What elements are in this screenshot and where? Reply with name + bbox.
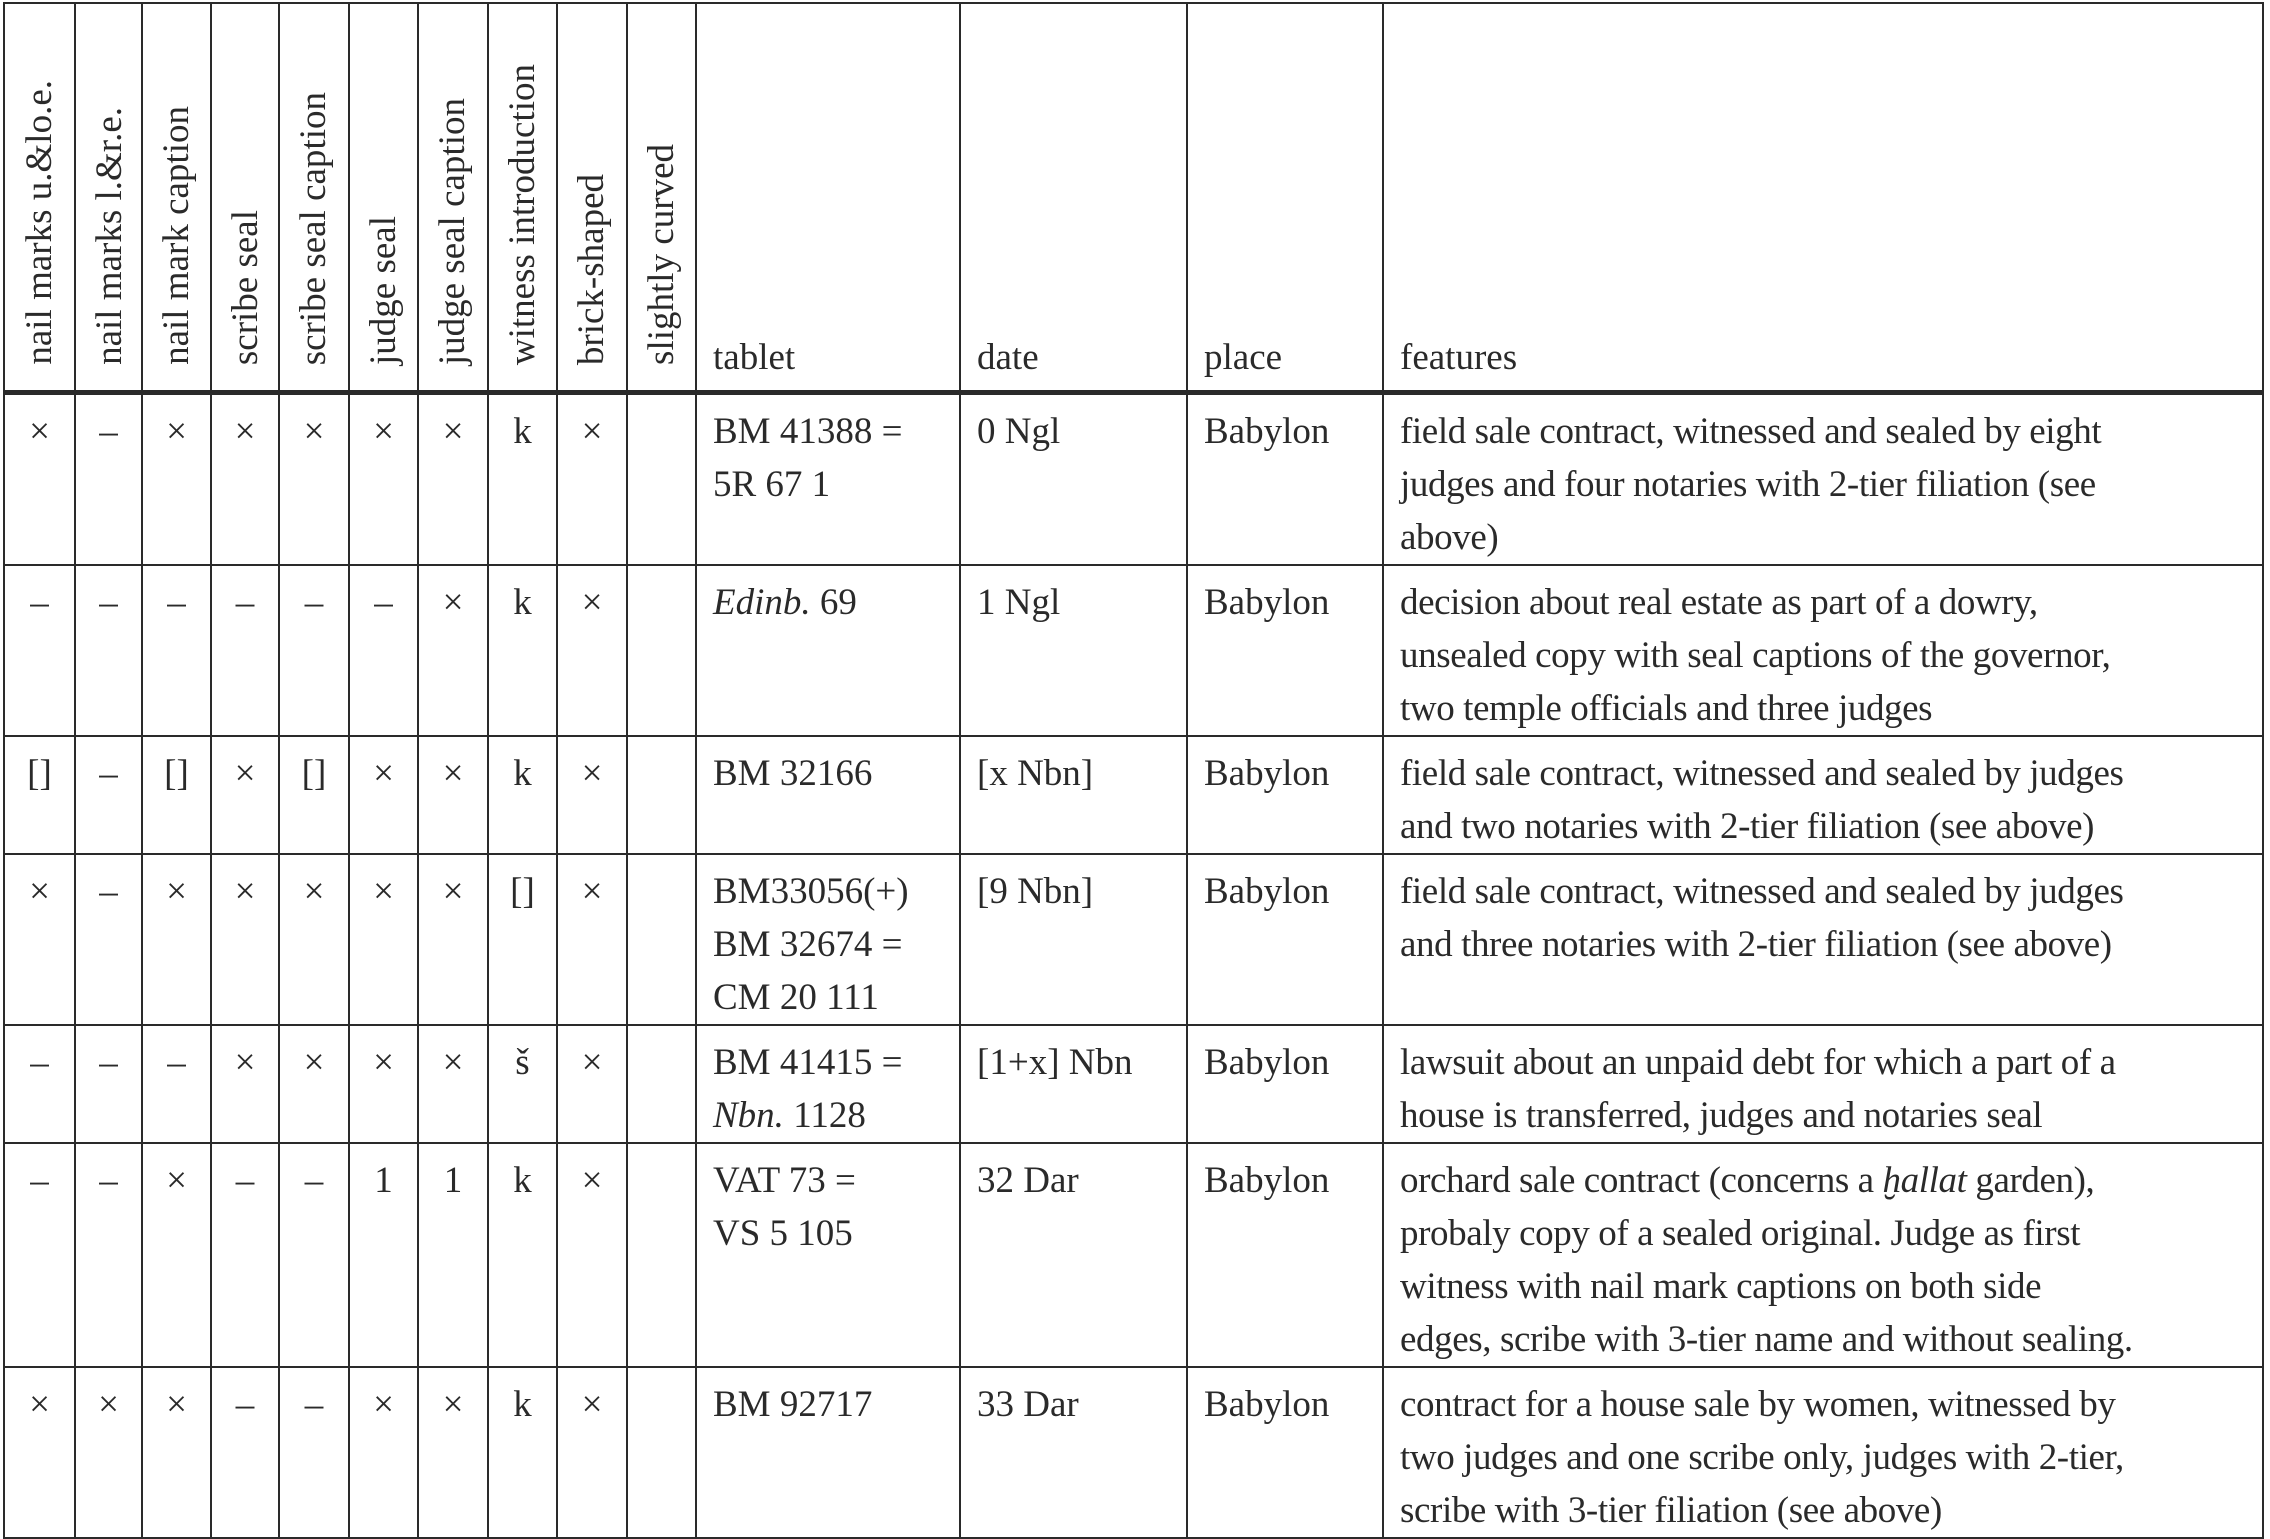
cell-place: Babylon	[1187, 1367, 1383, 1538]
header-row	[4, 3, 2263, 393]
tablet-text: BM 41388 = 5R 67 1	[713, 411, 903, 505]
features-line: above)	[1400, 517, 1499, 558]
features-line: house is transferred, judges and notaries seal	[1400, 1095, 2043, 1136]
cell-scribe-seal-caption: ×	[279, 854, 349, 1025]
cell-tablet	[696, 1025, 960, 1143]
cell-slightly-curved	[627, 1143, 696, 1367]
features-line: two temple officials and three judges	[1400, 688, 1933, 729]
cell-features	[1383, 736, 2263, 854]
tablet-italic: Nbn.	[713, 1095, 784, 1136]
cell-nail-marks-lr: –	[75, 736, 142, 854]
features-line: and three notaries with 2-tier filiation (see above)	[1400, 924, 2112, 965]
features-line: and two notaries with 2-tier filiation (see above)	[1400, 806, 2095, 847]
header-judge-seal-caption: judge seal caption	[418, 3, 488, 393]
cell-slightly-curved	[627, 854, 696, 1025]
cell-brick-shaped: ×	[557, 393, 627, 566]
cell-nail-mark-caption: ×	[142, 1367, 211, 1538]
cell-scribe-seal: ×	[211, 393, 279, 566]
cell-scribe-seal-caption: ×	[279, 393, 349, 566]
cell-tablet	[696, 1367, 960, 1538]
cell-witness-introduction: []	[488, 854, 557, 1025]
header-nail-mark-caption: nail mark caption	[142, 3, 211, 393]
cell-judge-seal: ×	[349, 854, 418, 1025]
cell-nail-mark-caption: []	[142, 736, 211, 854]
cell-nail-mark-caption: ×	[142, 393, 211, 566]
cell-judge-seal-caption: ×	[418, 393, 488, 566]
tablet-text: 69	[810, 582, 857, 623]
cell-date: 1 Ngl	[960, 565, 1187, 736]
cell-brick-shaped: ×	[557, 1367, 627, 1538]
cell-nail-marks-lr: –	[75, 1143, 142, 1367]
cell-tablet	[696, 393, 960, 566]
cell-tablet	[696, 1143, 960, 1367]
table-row	[4, 1367, 2263, 1538]
cell-features	[1383, 854, 2263, 1025]
cell-place: Babylon	[1187, 736, 1383, 854]
cell-place: Babylon	[1187, 854, 1383, 1025]
header-date: date	[960, 3, 1187, 393]
tablet-italic: Edinb.	[713, 582, 811, 623]
features-line: decision about real estate as part of a dowry,	[1400, 582, 2038, 623]
cell-judge-seal-caption: ×	[418, 1025, 488, 1143]
cell-features	[1383, 393, 2263, 566]
cell-scribe-seal: –	[211, 1367, 279, 1538]
cell-scribe-seal: ×	[211, 1025, 279, 1143]
cell-judge-seal-caption: ×	[418, 854, 488, 1025]
cell-tablet	[696, 565, 960, 736]
header-witness-introduction: witness introduction	[488, 3, 557, 393]
cell-date: 33 Dar	[960, 1367, 1187, 1538]
header-tablet: tablet	[696, 3, 960, 393]
cell-judge-seal-caption: ×	[418, 736, 488, 854]
cell-witness-introduction: k	[488, 1367, 557, 1538]
cell-judge-seal: –	[349, 565, 418, 736]
cell-nail-marks-ulo: ×	[4, 1367, 75, 1538]
cell-judge-seal: 1	[349, 1143, 418, 1367]
cell-nail-mark-caption: ×	[142, 854, 211, 1025]
cell-judge-seal: ×	[349, 393, 418, 566]
cell-judge-seal: ×	[349, 1025, 418, 1143]
cell-nail-marks-lr: –	[75, 854, 142, 1025]
features-line: contract for a house sale by women, witnessed by	[1400, 1384, 2116, 1425]
features-line: edges, scribe with 3-tier name and without sealing.	[1400, 1319, 2133, 1360]
cell-place: Babylon	[1187, 565, 1383, 736]
cell-nail-marks-ulo: –	[4, 565, 75, 736]
features-line: field sale contract, witnessed and sealed by judges	[1400, 871, 2124, 912]
cell-scribe-seal-caption: []	[279, 736, 349, 854]
cell-slightly-curved	[627, 565, 696, 736]
cell-slightly-curved	[627, 736, 696, 854]
cell-nail-marks-ulo: ×	[4, 393, 75, 566]
header-nail-marks-ulo: nail marks u.&lo.e.	[4, 3, 75, 393]
cell-tablet	[696, 854, 960, 1025]
cell-date: [1+x] Nbn	[960, 1025, 1187, 1143]
header-nail-marks-lr: nail marks l.&r.e.	[75, 3, 142, 393]
cell-witness-introduction: k	[488, 393, 557, 566]
cell-features	[1383, 1025, 2263, 1143]
cell-place: Babylon	[1187, 1143, 1383, 1367]
cell-scribe-seal-caption: –	[279, 1143, 349, 1367]
tablet-text: BM 92717	[713, 1384, 873, 1425]
cell-nail-marks-ulo: ×	[4, 854, 75, 1025]
cell-witness-introduction: k	[488, 1143, 557, 1367]
cell-slightly-curved	[627, 393, 696, 566]
cell-nail-mark-caption: ×	[142, 1143, 211, 1367]
header-slightly-curved: slightly curved	[627, 3, 696, 393]
cell-slightly-curved	[627, 1367, 696, 1538]
features-line: field sale contract, witnessed and sealed by eight	[1400, 411, 2102, 452]
features-line: probaly copy of a sealed original. Judge as first	[1400, 1213, 2081, 1254]
cell-nail-marks-lr: –	[75, 1025, 142, 1143]
features-line: two judges and one scribe only, judges with 2-tier,	[1400, 1437, 2124, 1478]
features-line: field sale contract, witnessed and sealed by judges	[1400, 753, 2124, 794]
cell-scribe-seal-caption: –	[279, 565, 349, 736]
tablet-text: BM 32166	[713, 753, 873, 794]
cell-brick-shaped: ×	[557, 1025, 627, 1143]
cell-features	[1383, 1143, 2263, 1367]
cell-date: 32 Dar	[960, 1143, 1187, 1367]
cell-judge-seal-caption: 1	[418, 1143, 488, 1367]
cell-date: 0 Ngl	[960, 393, 1187, 566]
features-line: orchard sale contract (concerns a ḫallat garden),	[1400, 1160, 2095, 1201]
features-italic: ḫallat	[1882, 1160, 1967, 1201]
cell-brick-shaped: ×	[557, 854, 627, 1025]
cell-brick-shaped: ×	[557, 736, 627, 854]
cell-witness-introduction: k	[488, 736, 557, 854]
tablet-text: VAT 73 = VS 5 105	[713, 1160, 856, 1254]
cell-witness-introduction: š	[488, 1025, 557, 1143]
table-row	[4, 854, 2263, 1025]
cell-nail-mark-caption: –	[142, 565, 211, 736]
cell-scribe-seal-caption: ×	[279, 1025, 349, 1143]
cell-judge-seal-caption: ×	[418, 565, 488, 736]
cell-date: [9 Nbn]	[960, 854, 1187, 1025]
cell-nail-marks-ulo: –	[4, 1025, 75, 1143]
cell-features	[1383, 1367, 2263, 1538]
features-line: witness with nail mark captions on both side	[1400, 1266, 2042, 1307]
features-line: scribe with 3-tier filiation (see above)	[1400, 1490, 1942, 1531]
cell-nail-marks-lr: –	[75, 393, 142, 566]
cell-nail-mark-caption: –	[142, 1025, 211, 1143]
cell-nail-marks-lr: –	[75, 565, 142, 736]
cell-scribe-seal: –	[211, 565, 279, 736]
tablet-features-table	[3, 2, 2264, 1539]
cell-nail-marks-ulo: –	[4, 1143, 75, 1367]
tablet-text: 1128	[783, 1095, 866, 1136]
cell-judge-seal: ×	[349, 736, 418, 854]
cell-judge-seal: ×	[349, 1367, 418, 1538]
cell-features	[1383, 565, 2263, 736]
cell-nail-marks-lr: ×	[75, 1367, 142, 1538]
cell-slightly-curved	[627, 1025, 696, 1143]
header-features: features	[1383, 3, 2263, 393]
tablet-text: BM33056(+) BM 32674 = CM 20 111	[713, 871, 909, 1018]
header-scribe-seal-caption: scribe seal caption	[279, 3, 349, 393]
cell-scribe-seal: ×	[211, 736, 279, 854]
cell-date: [x Nbn]	[960, 736, 1187, 854]
table-body	[4, 393, 2263, 1539]
table-row	[4, 736, 2263, 854]
features-line: unsealed copy with seal captions of the governor,	[1400, 635, 2111, 676]
cell-witness-introduction: k	[488, 565, 557, 736]
cell-judge-seal-caption: ×	[418, 1367, 488, 1538]
cell-tablet	[696, 736, 960, 854]
header-judge-seal: judge seal	[349, 3, 418, 393]
tablet-text: BM 41415 =	[713, 1042, 903, 1083]
features-line: lawsuit about an unpaid debt for which a part of a	[1400, 1042, 2116, 1083]
header-place: place	[1187, 3, 1383, 393]
header-brick-shaped: brick-shaped	[557, 3, 627, 393]
cell-scribe-seal-caption: –	[279, 1367, 349, 1538]
cell-nail-marks-ulo: []	[4, 736, 75, 854]
cell-brick-shaped: ×	[557, 565, 627, 736]
cell-brick-shaped: ×	[557, 1143, 627, 1367]
table-row	[4, 393, 2263, 566]
cell-place: Babylon	[1187, 393, 1383, 566]
table-row	[4, 1025, 2263, 1143]
cell-scribe-seal: –	[211, 1143, 279, 1367]
cell-place: Babylon	[1187, 1025, 1383, 1143]
features-line: judges and four notaries with 2-tier filiation (see	[1400, 464, 2096, 505]
cell-scribe-seal: ×	[211, 854, 279, 1025]
table-row	[4, 1143, 2263, 1367]
table-row	[4, 565, 2263, 736]
header-scribe-seal: scribe seal	[211, 3, 279, 393]
